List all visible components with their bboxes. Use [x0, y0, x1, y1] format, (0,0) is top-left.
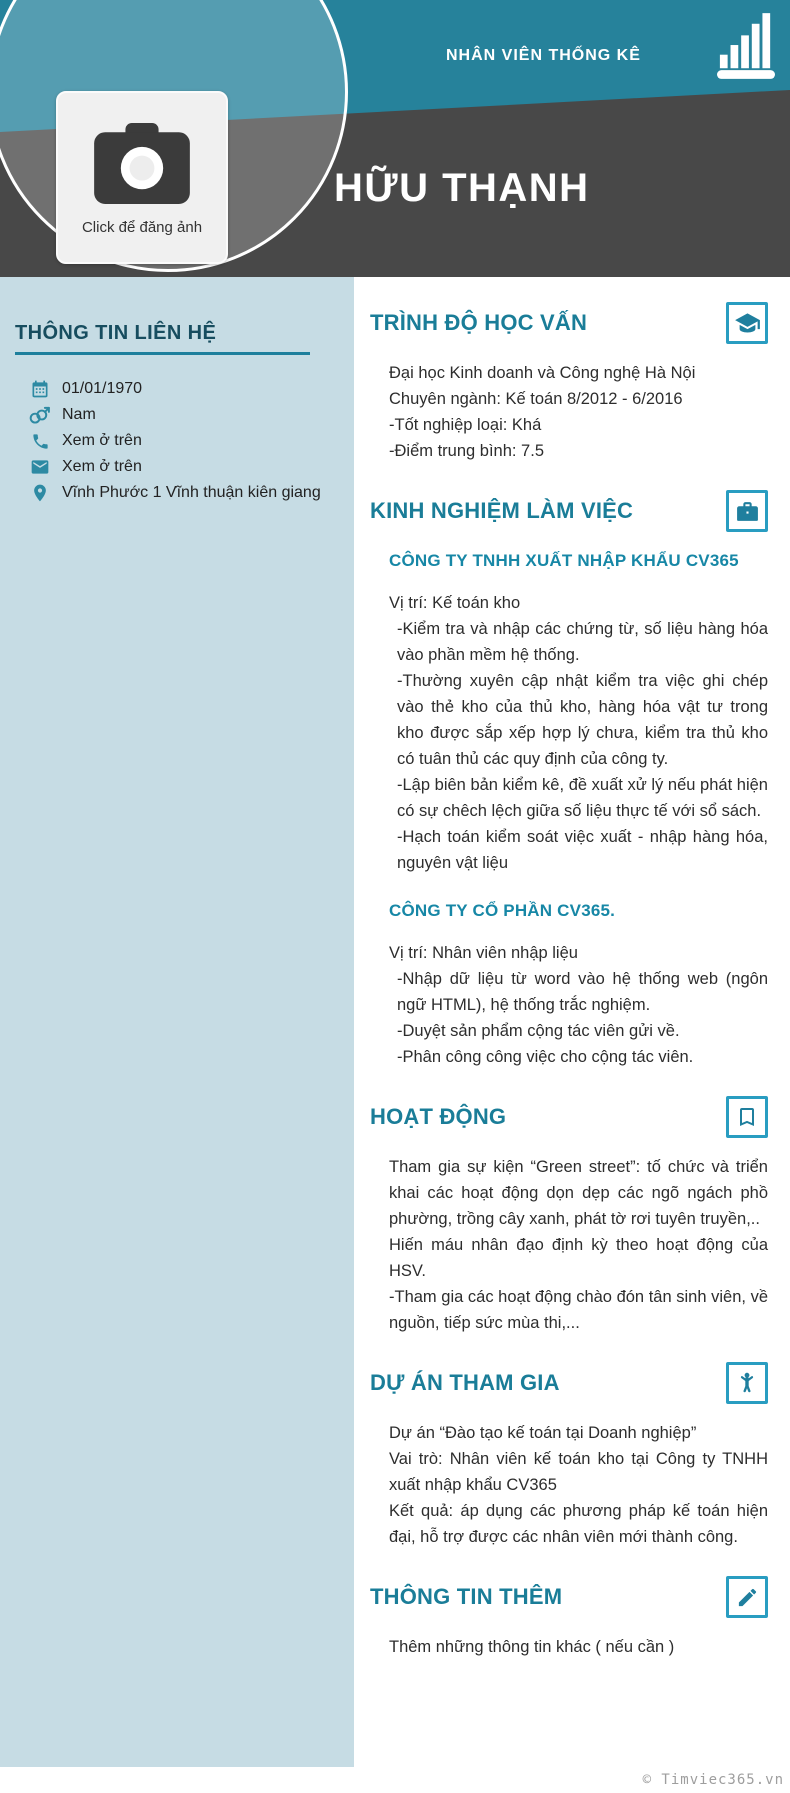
bullet-item: -Duyệt sản phẩm cộng tác viên gửi về. — [397, 1022, 680, 1040]
paragraph: Vai trò: Nhân viên kế toán kho tại Công ty TNHH xuất nhập khẩu CV365 — [389, 1450, 768, 1494]
paragraph: Dự án “Đào tạo kế toán tại Doanh nghiệp” — [389, 1424, 697, 1442]
brand-watermark: © Timviec365.vn — [642, 1772, 784, 1788]
section-activities — [370, 1096, 768, 1336]
calendar-icon — [28, 379, 52, 399]
section-title: HOẠT ĐỘNG — [370, 1104, 507, 1129]
contact-section-title: THÔNG TIN LIÊN HỆ — [15, 322, 217, 344]
paragraph: Kết quả: áp dụng các phương pháp kế toán hiện đại, hỗ trợ được các nhân viên mới thành công. — [389, 1502, 768, 1546]
education-line: -Tốt nghiệp loại: Khá — [389, 416, 542, 434]
company-name: CÔNG TY CỔ PHẦN CV365. — [389, 901, 616, 920]
contact-item-label: Nam — [62, 406, 96, 423]
body — [0, 277, 790, 1767]
phone-icon — [28, 432, 52, 451]
position-line: Vị trí: Nhân viên nhập liệu — [389, 944, 578, 962]
section-title: THÔNG TIN THÊM — [370, 1584, 563, 1609]
contact-list — [15, 379, 339, 503]
section-title: TRÌNH ĐỘ HỌC VẤN — [370, 310, 588, 335]
bullet-item: -Phân công công việc cho cộng tác viên. — [397, 1048, 694, 1066]
position-line: Vị trí: Kế toán kho — [389, 594, 521, 612]
header — [0, 0, 790, 277]
sidebar — [0, 277, 354, 1767]
bullet-item: -Nhập dữ liệu từ word vào hệ thống web (ngôn ngữ HTML), hệ thống trắc nghiệm. — [397, 970, 768, 1014]
photo-upload-card[interactable] — [56, 91, 228, 264]
projects-body — [389, 1420, 768, 1550]
gender-icon — [28, 405, 52, 425]
section-head — [370, 490, 768, 532]
pencil-icon — [726, 1576, 768, 1618]
bullet-item: -Thường xuyên cập nhật kiểm tra việc ghi chép vào thẻ kho của thủ kho, hàng hóa vật tư trong kho được sắp xếp hợp lý chưa, kiểm tra thủ kho có tuân thủ các quy định của công ty. — [397, 672, 768, 768]
education-body — [389, 360, 768, 464]
graduation-cap-icon — [726, 302, 768, 344]
contact-item-label: Xem ở trên — [62, 432, 142, 449]
job-title: NHÂN VIÊN THỐNG KÊ — [446, 47, 641, 64]
contact-item-phone — [28, 431, 339, 451]
contact-item-gender — [28, 405, 339, 425]
footer — [0, 1767, 790, 1793]
contact-item-email — [28, 457, 339, 477]
education-line: -Điểm trung bình: 7.5 — [389, 442, 544, 460]
education-line: Đại học Kinh doanh và Công nghệ Hà Nội — [389, 364, 696, 382]
main-content — [354, 277, 790, 1767]
section-head — [370, 1362, 768, 1404]
contact-item-birthdate — [28, 379, 339, 399]
contact-item-label: Xem ở trên — [62, 458, 142, 475]
section-head — [370, 1096, 768, 1138]
section-title: KINH NGHIỆM LÀM VIỆC — [370, 498, 634, 523]
contact-title-underline — [15, 352, 310, 355]
bookmark-icon — [726, 1096, 768, 1138]
activities-body — [389, 1154, 768, 1336]
additional-info-body — [389, 1634, 768, 1660]
camera-icon — [94, 123, 190, 209]
section-experience — [370, 490, 768, 1070]
contact-item-address — [28, 483, 339, 503]
candidate-name: HỮU THẠNH — [334, 166, 590, 210]
company-name: CÔNG TY TNHH XUẤT NHẬP KHẨU CV365 — [389, 551, 739, 570]
paragraph: Thêm những thông tin khác ( nếu cần ) — [389, 1638, 675, 1656]
person-icon — [726, 1362, 768, 1404]
section-projects — [370, 1362, 768, 1550]
bullet-item: -Lập biên bản kiểm kê, đề xuất xử lý nếu phát hiện có sự chêch lệch giữa số liệu thực tế với sổ sách. — [397, 776, 768, 820]
bar-chart-icon — [717, 13, 775, 84]
section-title: DỰ ÁN THAM GIA — [370, 1370, 560, 1395]
paragraph: -Tham gia các hoạt động chào đón tân sinh viên, về nguồn, tiếp sức mùa thi,... — [389, 1288, 768, 1332]
contact-item-label: 01/01/1970 — [62, 380, 143, 397]
paragraph: Tham gia sự kiện “Green street”: tố chức và triển khai các hoạt động dọn dẹp các ngõ ngách phồ phường, trồng cây xanh, phát tờ rơi tuyên truyền,.. — [389, 1158, 768, 1228]
briefcase-icon — [726, 490, 768, 532]
paragraph: Hiến máu nhân đạo định kỳ theo hoạt động của HSV. — [389, 1236, 768, 1280]
experience-body — [389, 548, 768, 1070]
section-education — [370, 302, 768, 464]
section-head — [370, 302, 768, 344]
envelope-icon — [28, 457, 52, 477]
section-additional-info — [370, 1576, 768, 1660]
section-head — [370, 1576, 768, 1618]
map-pin-icon — [28, 483, 52, 503]
bullet-item: -Hạch toán kiểm soát việc xuất - nhập hàng hóa, nguyên vật liệu — [397, 828, 768, 872]
photo-upload-label: Click để đăng ảnh — [81, 219, 203, 236]
education-line: Chuyên ngành: Kế toán 8/2012 - 6/2016 — [389, 390, 683, 408]
bullet-item: -Kiểm tra và nhập các chứng từ, số liệu hàng hóa vào phần mềm hệ thống. — [397, 620, 768, 664]
contact-item-label: Vĩnh Phước 1 Vĩnh thuận kiên giang — [62, 484, 321, 501]
